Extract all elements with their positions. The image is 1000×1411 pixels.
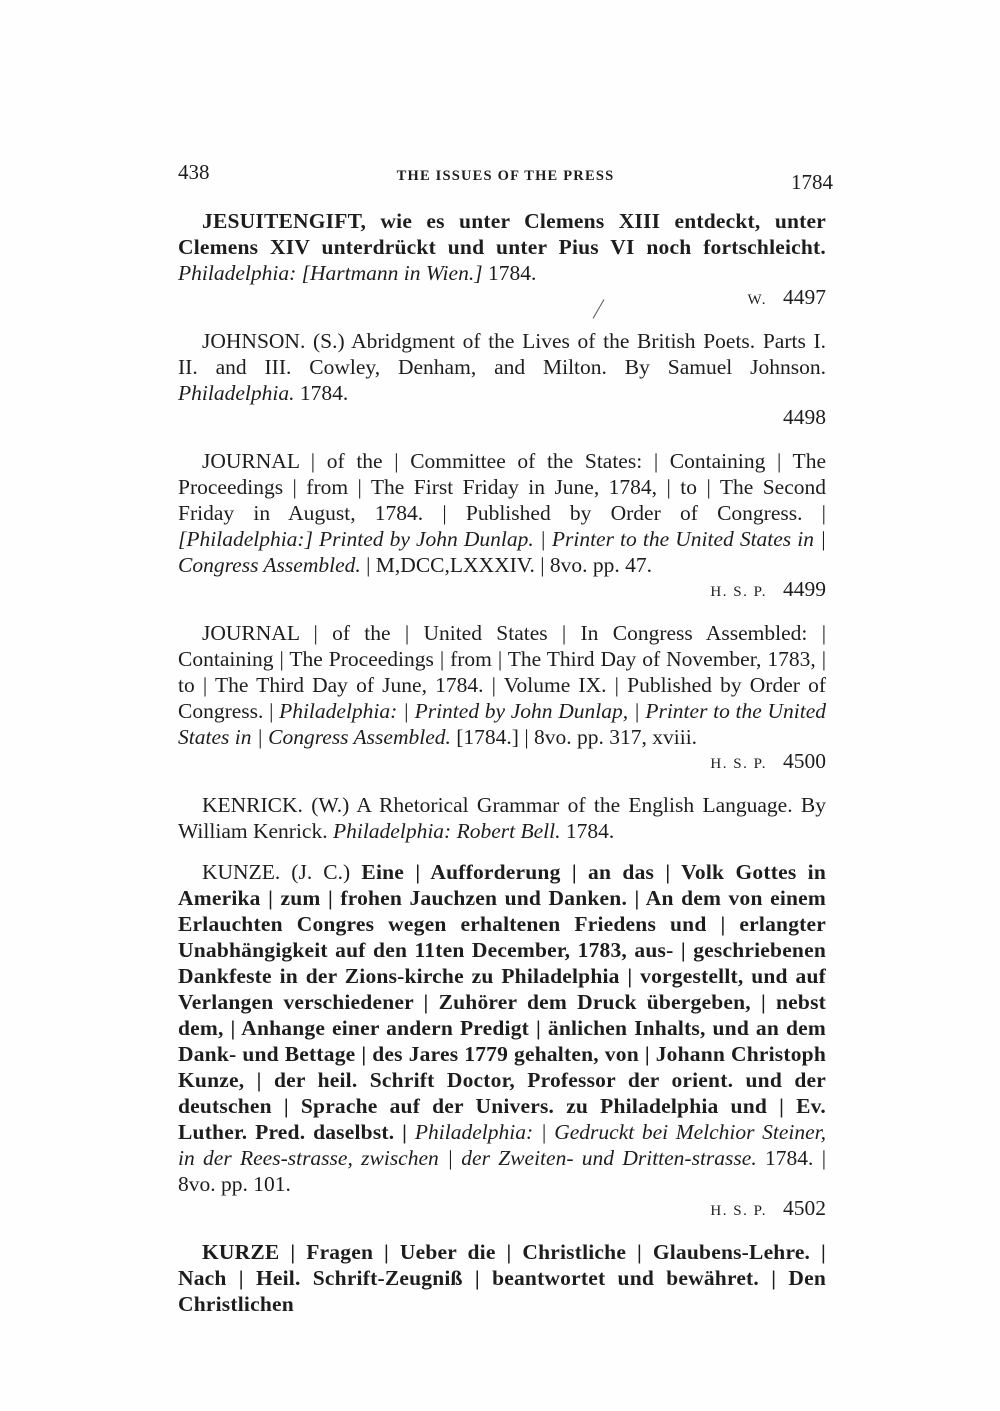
entry-imprint: Philadelphia: | Printed by John Dunlap, | Printer to the United States in | Congress Assembled.: [178, 699, 826, 749]
page-number: 438: [178, 160, 210, 184]
running-title: THE ISSUES OF THE PRESS: [396, 168, 615, 184]
entry-number: 4497: [783, 285, 826, 309]
entry-number: 4498: [783, 405, 826, 429]
entry-number: 4500: [783, 749, 826, 773]
entry-source: W.: [747, 292, 767, 308]
entry-imprint: Philadelphia: [Hartmann in Wien.]: [178, 261, 483, 285]
entry-lead: KUNZE. (J. C.): [202, 860, 351, 884]
entry-kenrick: [178, 792, 826, 844]
entry-imprint: Philadelphia.: [178, 381, 295, 405]
entry-text: | Fragen | Ueber die | Christliche | Glaubens-Lehre. | Nach | Heil. Schrift-Zeugniß | beantwortet und bewähret. | Den Christlichen: [178, 1240, 826, 1316]
entry-4502: [178, 859, 826, 1224]
entry-imprint: [Philadelphia:] Printed by John Dunlap. | Printer to the United States in | Congress Assembled.: [178, 527, 826, 577]
running-header: [178, 158, 833, 198]
entry-text: A Rhetorical Grammar of the English Language. By William Kenrick.: [178, 793, 826, 843]
entry-text: wie es unter Clemens XIII entdeckt, unter Clemens XIV unterdrückt und unter Pius VI noch fortschleicht.: [178, 209, 826, 259]
entry-year: 1784.: [482, 261, 537, 285]
entry-source: H. S. P.: [710, 756, 767, 772]
entry-kurze: [178, 1239, 826, 1317]
entry-imprint: Philadelphia: Robert Bell.: [332, 819, 561, 843]
entry-4498: [178, 328, 826, 433]
entry-source: H. S. P.: [710, 1203, 767, 1219]
entry-year: [1784.] | 8vo. pp. 317, xviii.: [450, 725, 698, 749]
entry-year: 1784. | 8vo. pp. 101.: [178, 1146, 826, 1196]
entry-year: 1784.: [560, 819, 615, 843]
entry-lead: KENRICK. (W.): [202, 793, 350, 817]
entry-4500: [178, 620, 826, 777]
entry-year: 1784.: [294, 381, 349, 405]
entry-text: | of the | Committee of the States: | Containing | The Proceedings | from | The First Friday in June, 1784, | to | The Second Friday in August, 1784. | Published by Order of Congress. |: [178, 449, 826, 525]
entry-imprint: Philadelphia: | Gedruckt bei Melchior Steiner, in der Rees-strasse, zwischen | der Zweiten- und Dritten-strasse.: [178, 1120, 826, 1170]
entry-lead: JOURNAL: [202, 449, 300, 473]
entry-lead: JESUITENGIFT,: [202, 209, 367, 233]
entry-lead: KURZE: [202, 1240, 280, 1264]
header-year: 1784: [791, 170, 833, 194]
entry-number: 4502: [783, 1196, 826, 1220]
entry-4499: [178, 448, 826, 605]
entry-number: 4499: [783, 577, 826, 601]
entry-lead: JOURNAL: [202, 621, 300, 645]
entries-list: [178, 208, 826, 1332]
entry-text: Abridgment of the Lives of the British Poets. Parts I. II. and III. Cowley, Denham, and Milton. By Samuel Johnson.: [178, 329, 826, 379]
entry-lead: JOHNSON. (S.): [202, 329, 345, 353]
entry-4497: [178, 208, 826, 313]
entry-source: H. S. P.: [710, 584, 767, 600]
entry-text: Eine | Aufforderung | an das | Volk Gottes in Amerika | zum | frohen Jauchzen und Danken. | An dem von einem Erlauchten Congres wegen erhaltenen Friedens und | erlangter Unabhängigkeit auf den 11ten December, 1783, aus- | geschriebenen Dankfeste in der Zions-kirche zu Philadelphia | vorgestellt, und auf Verlangen verschiedener | Zuhörer dem Druck übergeben, | nebst dem, | Anhange einer andern Predigt | änlichen Inhalts, und an dem Dank- und Bettage | des Jares 1779 gehalten, von | Johann Christoph Kunze, | der heil. Schrift Doctor, Professor der orient. und der deutschen | Sprache auf der Univers. zu Philadelphia und | Ev. Luther. Pred. daselbst. |: [178, 860, 826, 1144]
entry-year: | M,DCC,LXXXIV. | 8vo. pp. 47.: [360, 553, 653, 577]
entry-text: | of the | United States | In Congress Assembled: | Containing | The Proceedings | from | The Third Day of November, 1783, | to | The Third Day of June, 1784. | Volume IX. | Published by Order of Congress. |: [178, 621, 826, 723]
